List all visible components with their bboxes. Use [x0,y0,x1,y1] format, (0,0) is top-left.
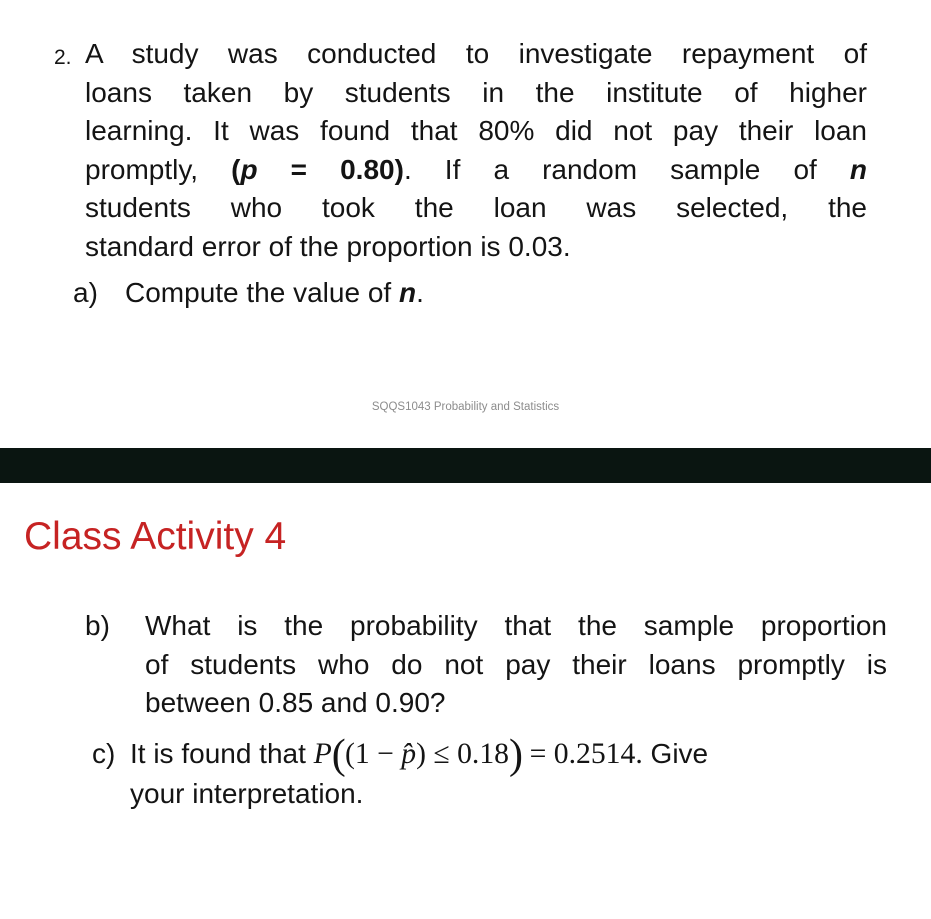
part-b-label: b) [85,610,110,641]
part-c-item [92,732,878,813]
question-line: of students who do not pay their loans promptly is [145,648,887,680]
question-2-number: 2. [54,46,72,69]
question-line: your interpretation. [130,777,364,809]
question-line: What is the probability that the sample proportion [145,610,887,641]
part-c-text [130,732,878,813]
question-line: students who took the loan was selected, the [85,192,867,224]
part-a-text: Compute the value of n. [125,277,424,308]
question-line-math: It is found that P((1 − p̂) ≤ 0.18) = 0.2514. Give [130,732,709,779]
question-line: promptly, (p = 0.80). If a random sample of n [85,153,867,185]
part-b-text [145,607,887,723]
part-b-item [85,607,887,723]
part-c-label: c) [92,738,116,769]
question-line: between 0.85 and 0.90? [145,687,446,719]
part-a-item [73,274,424,313]
slide-footer-course-code: SQQS1043 Probability and Statistics [371,401,560,413]
question-line: loans taken by students in the institute of higher [85,76,867,108]
slide-divider-bar [0,448,931,483]
slide-title: Class Activity 4 [24,515,287,558]
question-line: standard error of the proportion is 0.03. [85,230,571,262]
question-line: learning. It was found that 80% did not pay their loan [85,115,867,147]
question-2-paragraph [85,35,867,267]
part-a-label: a) [73,277,98,308]
question-line: A study was conducted to investigate repayment of [85,38,867,69]
